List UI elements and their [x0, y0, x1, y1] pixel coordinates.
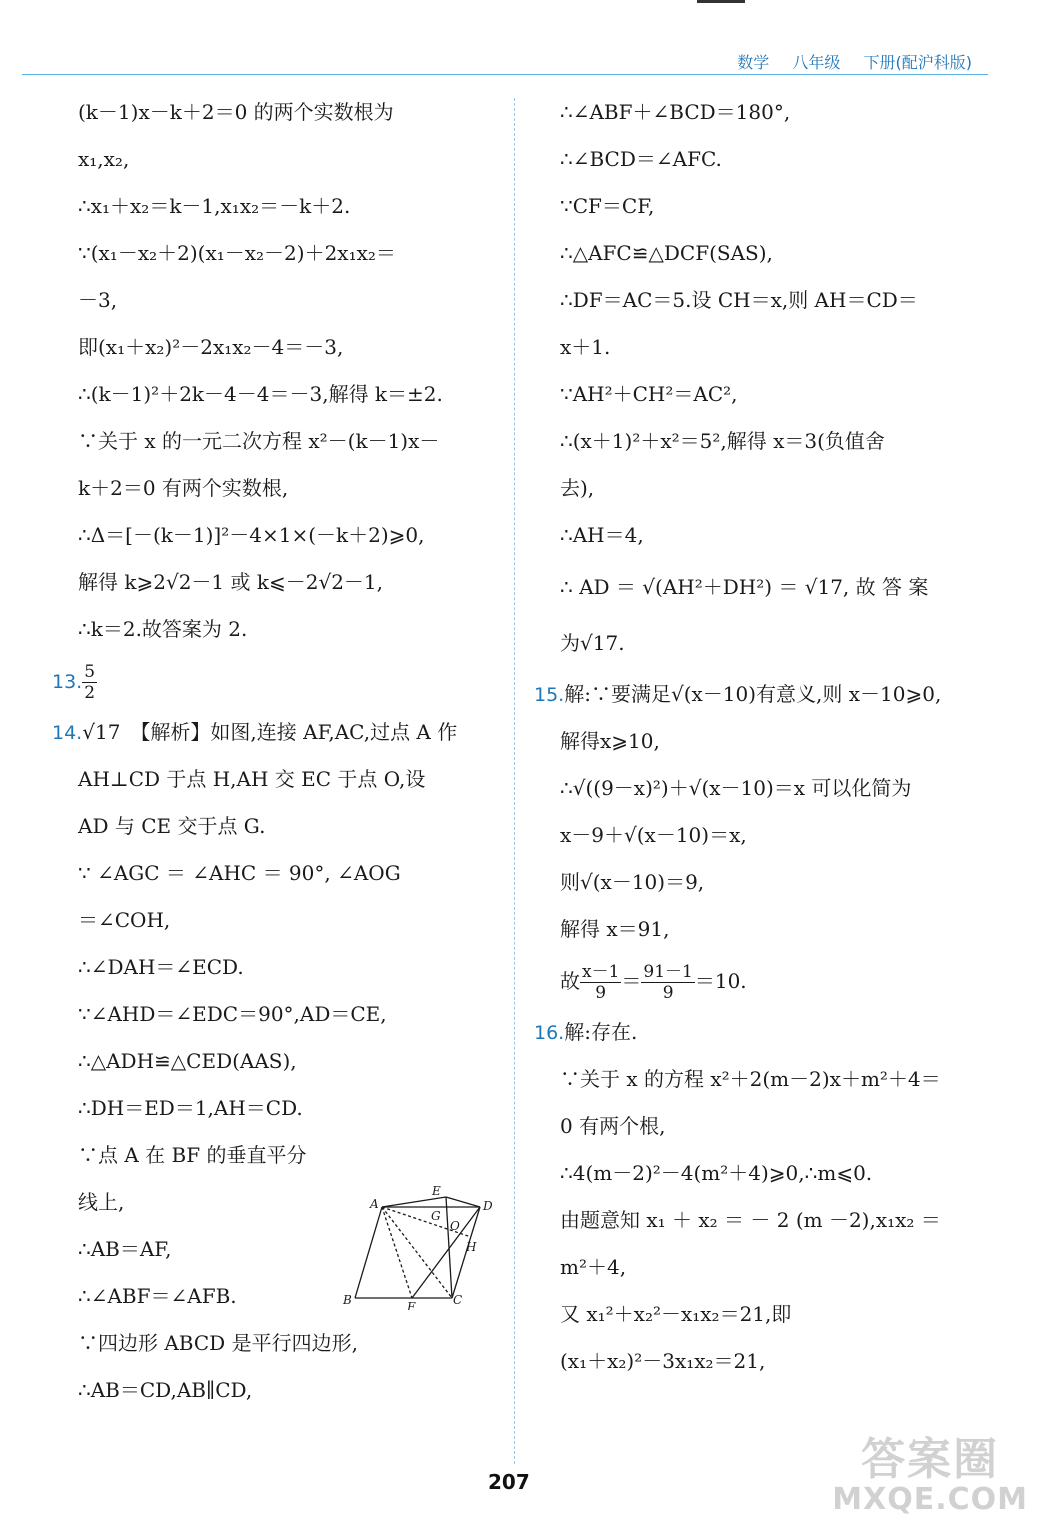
text-line: 去), [560, 476, 595, 500]
label-e: E [432, 1184, 441, 1198]
q16-number: 16. [534, 1022, 565, 1044]
fraction-denominator: 2 [84, 683, 96, 703]
text-line: ∴x₁＋x₂＝k－1,x₁x₂＝－k＋2. [78, 194, 351, 218]
text-line: ∴AH＝4, [560, 523, 644, 547]
q13-fraction [82, 662, 97, 703]
q15-fraction-2 [641, 962, 694, 1003]
q16-first-line [534, 1015, 980, 1062]
text-line: 线上, [78, 1190, 125, 1214]
text-line: k＋2＝0 有两个实数根, [78, 476, 289, 500]
segment-ed [446, 1197, 480, 1207]
text-line: (k－1)x－k＋2＝0 的两个实数根为 [78, 100, 394, 124]
q14-number: 14. [52, 722, 83, 744]
text-line: 为√17. [560, 631, 625, 655]
header-rule [22, 74, 988, 75]
text-line: ∴△AFC≌△DCF(SAS), [560, 241, 773, 265]
fraction-denominator: 9 [595, 983, 607, 1003]
label-o: O [450, 1219, 460, 1233]
q15-text: 解:∵要满足√(x－10)有意义,则 x－10⩾0, [564, 682, 942, 706]
text-line: ∴(k－1)²＋2k－4－4＝－3,解得 k＝±2. [78, 382, 443, 406]
text-line: ∴ AD ＝ √(AH²＋DH²) ＝ √17, 故 答 案 [560, 575, 929, 599]
text-line: x₁,x₂, [78, 147, 130, 171]
label-f: F [407, 1300, 416, 1310]
header-subject: 数学 [737, 53, 770, 72]
text-line: ∵CF＝CF, [560, 194, 655, 218]
text-line: ∵关于 x 的方程 x²＋2(m－2)x＋m²＋4＝ [560, 1067, 941, 1091]
text-line: x－9＋√(x－10)＝x, [560, 823, 747, 847]
fraction-numerator: 5 [84, 662, 96, 682]
text-line: ∴△ADH≌△CED(AAS), [78, 1049, 297, 1073]
text-line: ∴k＝2.故答案为 2. [78, 617, 248, 641]
segment-ab [355, 1207, 382, 1298]
geometry-figure [340, 1180, 500, 1310]
header-edition: 下册(配沪科版) [863, 53, 972, 72]
q13-answer [52, 659, 498, 715]
q14-text: √17 【解析】如图,连接 AF,AC,过点 A 作 [82, 720, 458, 744]
text-line: x＋1. [560, 335, 611, 359]
q15-final-prefix: 故 [560, 969, 580, 993]
label-a: A [370, 1197, 379, 1211]
q13-number: 13. [52, 671, 83, 693]
text-line: ∴AB＝AF, [78, 1237, 172, 1261]
text-line: ＝∠COH, [78, 908, 171, 932]
watermark-url: MXQE.COM [832, 1482, 1028, 1517]
text-line: (x₁＋x₂)²－3x₁x₂＝21, [560, 1349, 766, 1373]
text-line: －3, [78, 288, 118, 312]
label-b: B [343, 1293, 352, 1307]
q16-text: 解:存在. [564, 1020, 638, 1044]
column-divider [514, 98, 515, 1464]
label-h: H [466, 1240, 477, 1254]
text-line: 则√(x－10)＝9, [560, 870, 705, 894]
fraction-denominator: 9 [662, 983, 674, 1003]
text-line: 即(x₁＋x₂)²－2x₁x₂－4＝－3, [78, 335, 344, 359]
q15-final-suffix: ＝10. [694, 969, 747, 993]
watermark [832, 1436, 1028, 1516]
label-d: D [483, 1199, 493, 1213]
text-line: ∵四边形 ABCD 是平行四边形, [78, 1331, 358, 1355]
text-line: ∵(x₁－x₂＋2)(x₁－x₂－2)＋2x₁x₂＝ [78, 241, 396, 265]
text-line: 由题意知 x₁ ＋ x₂ ＝ － 2 (m －2),x₁x₂ ＝ [560, 1208, 941, 1232]
watermark-logo: 答案圈 [861, 1434, 1000, 1485]
text-line: ∴∠ABF＝∠AFB. [78, 1284, 237, 1308]
text-line: 又 x₁²＋x₂²－x₁x₂＝21,即 [560, 1302, 792, 1326]
text-line: ∴4(m－2)²－4(m²＋4)⩾0,∴m⩽0. [560, 1161, 873, 1185]
right-column [534, 95, 980, 1391]
text-line: AH⊥CD 于点 H,AH 交 EC 于点 O,设 [78, 767, 426, 791]
text-line: 0 有两个根, [560, 1114, 666, 1138]
text-line: ∴Δ＝[－(k－1)]²－4×1×(－k＋2)⩾0, [78, 523, 425, 547]
text-line: m²＋4, [560, 1255, 627, 1279]
text-line: ∴AB＝CD,AB∥CD, [78, 1378, 253, 1402]
running-header [719, 50, 972, 73]
segment-af [382, 1207, 412, 1298]
fraction-numerator: 91－1 [643, 962, 693, 982]
text-line: ∴DH＝ED＝1,AH＝CD. [78, 1096, 303, 1120]
text-line: ∴(x＋1)²＋x²＝5²,解得 x＝3(负值舍 [560, 429, 885, 453]
q15-final-line [560, 959, 980, 1015]
text-line: ∵关于 x 的一元二次方程 x²－(k－1)x－ [78, 429, 440, 453]
text-line: ∵ ∠AGC ＝ ∠AHC ＝ 90°, ∠AOG [78, 861, 401, 885]
text-line: ∴∠DAH＝∠ECD. [78, 955, 244, 979]
top-mark [697, 0, 745, 3]
segment-ae [382, 1197, 446, 1207]
segment-ac [382, 1207, 452, 1298]
text-line: ∵AH²＋CH²＝AC², [560, 382, 738, 406]
fraction-numerator: x－1 [582, 962, 620, 982]
header-grade: 八年级 [792, 53, 841, 72]
q14-first-line [52, 715, 498, 762]
text-line: ∵∠AHD＝∠EDC＝90°,AD＝CE, [78, 1002, 387, 1026]
text-line: ∴DF＝AC＝5.设 CH＝x,则 AH＝CD＝ [560, 288, 918, 312]
text-line: 解得 x＝91, [560, 917, 670, 941]
text-line: ∴∠BCD＝∠AFC. [560, 147, 722, 171]
text-line: ∵点 A 在 BF 的垂直平分 [78, 1143, 307, 1167]
text-line: ∴∠ABF＋∠BCD＝180°, [560, 100, 791, 124]
q15-number: 15. [534, 684, 565, 706]
text-line: AD 与 CE 交于点 G. [78, 814, 266, 838]
equals-sign: ＝ [621, 969, 642, 993]
q15-first-line [534, 677, 980, 724]
text-line: ∴√((9－x)²)＋√(x－10)＝x 可以化简为 [560, 776, 912, 800]
q15-fraction-1 [580, 962, 621, 1003]
label-c: C [453, 1293, 463, 1307]
text-line: 解得 k⩾2√2－1 或 k⩽－2√2－1, [78, 570, 384, 594]
text-line: 解得x⩾10, [560, 729, 660, 753]
label-g: G [431, 1209, 441, 1223]
page-number: 207 [488, 1470, 530, 1494]
